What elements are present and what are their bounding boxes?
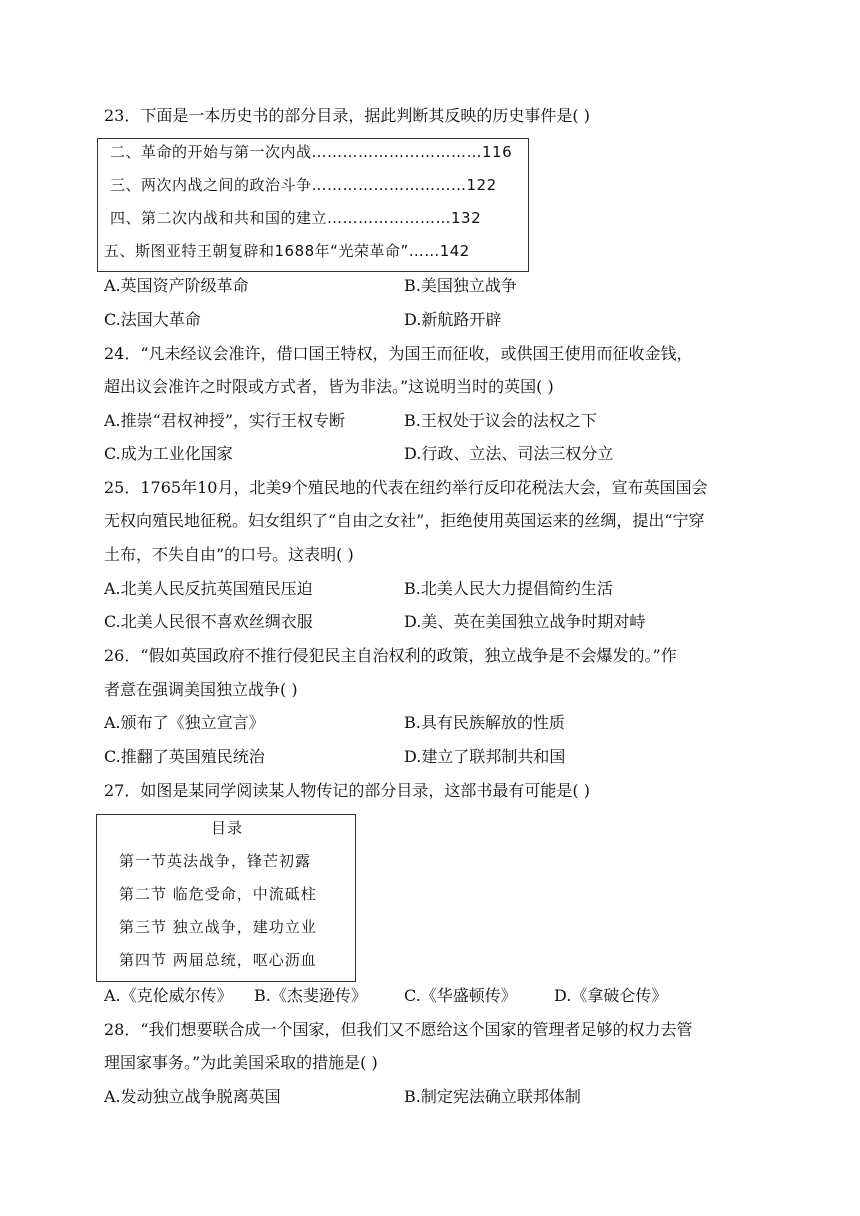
q25-stem-line: 25．1765年10月，北美9个殖民地的代表在纽约举行反印花税法大会，宣布英国国会 — [104, 478, 708, 497]
q26-stem-line: 26．“假如英国政府不推行侵犯民主自治权利的政策，独立战争是不会爆发的。”作 — [104, 646, 677, 665]
q23-toc-box — [97, 138, 529, 272]
q24-stem-line: 超出议会准许之时限或方式者，皆为非法。”这说明当时的英国( ) — [104, 377, 554, 396]
q28-stem-line: 28．“我们想要联合成一个国家，但我们又不愿给这个国家的管理者足够的权力去管 — [104, 1020, 693, 1039]
q25-option-c[interactable]: C.北美人民很不喜欢丝绸衣服 — [104, 612, 313, 631]
q25-stem-line: 土布，不失自由”的口号。这表明( ) — [104, 545, 354, 564]
q27-toc-item: 第二节 临危受命，中流砥柱 — [119, 885, 317, 903]
q23-option-b[interactable]: B.美国独立战争 — [404, 276, 517, 295]
q27-option-d[interactable]: D.《拿破仑传》 — [554, 986, 668, 1005]
q24-option-d[interactable]: D.行政、立法、司法三权分立 — [404, 444, 614, 463]
q23-toc-item: 四、第二次内战和共和国的建立……………………132 — [110, 209, 482, 227]
q25-stem-line: 无权向殖民地征税。妇女组织了“自由之女社”，拒绝使用英国运来的丝绸，提出“宁穿 — [104, 511, 705, 530]
q28-option-b[interactable]: B.制定宪法确立联邦体制 — [404, 1087, 581, 1106]
q24-option-c[interactable]: C.成为工业化国家 — [104, 444, 233, 463]
q23-toc-item: 五、斯图亚特王朝复辟和1688年“光荣革命”……142 — [104, 242, 470, 260]
q23-option-a[interactable]: A.英国资产阶级革命 — [104, 276, 249, 295]
q24-option-b[interactable]: B.王权处于议会的法权之下 — [404, 411, 597, 430]
q27-toc-item: 第四节 两届总统，呕心沥血 — [119, 951, 317, 969]
q26-stem-line: 者意在强调美国独立战争( ) — [104, 680, 298, 699]
q27-option-c[interactable]: C.《华盛顿传》 — [404, 986, 517, 1005]
q23-toc-item: 三、两次内战之间的政治斗争…………………………122 — [110, 176, 497, 194]
q27-toc-title: 目录 — [210, 819, 243, 837]
q27-stem: 27．如图是某同学阅读某人物传记的部分目录，这部书最有可能是( ) — [104, 781, 590, 800]
q23-stem: 23．下面是一本历史书的部分目录，据此判断其反映的历史事件是( ) — [104, 106, 590, 125]
q27-option-a[interactable]: A.《克伦威尔传》 — [104, 986, 233, 1005]
q23-option-d[interactable]: D.新航路开辟 — [404, 310, 502, 329]
q27-option-b[interactable]: B.《杰斐逊传》 — [254, 986, 367, 1005]
q27-toc-box — [96, 814, 356, 982]
q28-stem-line: 理国家事务。”为此美国采取的措施是( ) — [104, 1053, 378, 1072]
q26-option-d[interactable]: D.建立了联邦制共和国 — [404, 747, 566, 766]
q26-option-a[interactable]: A.颁布了《独立宣言》 — [104, 713, 265, 732]
q25-option-a[interactable]: A.北美人民反抗英国殖民压迫 — [104, 579, 313, 598]
q28-option-a[interactable]: A.发动独立战争脱离英国 — [104, 1087, 281, 1106]
q26-option-c[interactable]: C.推翻了英国殖民统治 — [104, 747, 265, 766]
q23-option-c[interactable]: C.法国大革命 — [104, 310, 201, 329]
q23-toc-item: 二、革命的开始与第一次内战……………………………116 — [110, 143, 513, 161]
q27-toc-item: 第一节英法战争，锋芒初露 — [119, 852, 312, 870]
q24-option-a[interactable]: A.推崇“君权神授”，实行王权专断 — [104, 411, 346, 430]
q26-option-b[interactable]: B.具有民族解放的性质 — [404, 713, 565, 732]
q24-stem-line: 24．“凡未经议会准许，借口国王特权，为国王而征收，或供国王使用而征收金钱， — [104, 344, 693, 363]
q25-option-b[interactable]: B.北美人民大力提倡简约生活 — [404, 579, 613, 598]
q25-option-d[interactable]: D.美、英在美国独立战争时期对峙 — [404, 612, 646, 631]
q27-toc-item: 第三节 独立战争，建功立业 — [119, 918, 317, 936]
